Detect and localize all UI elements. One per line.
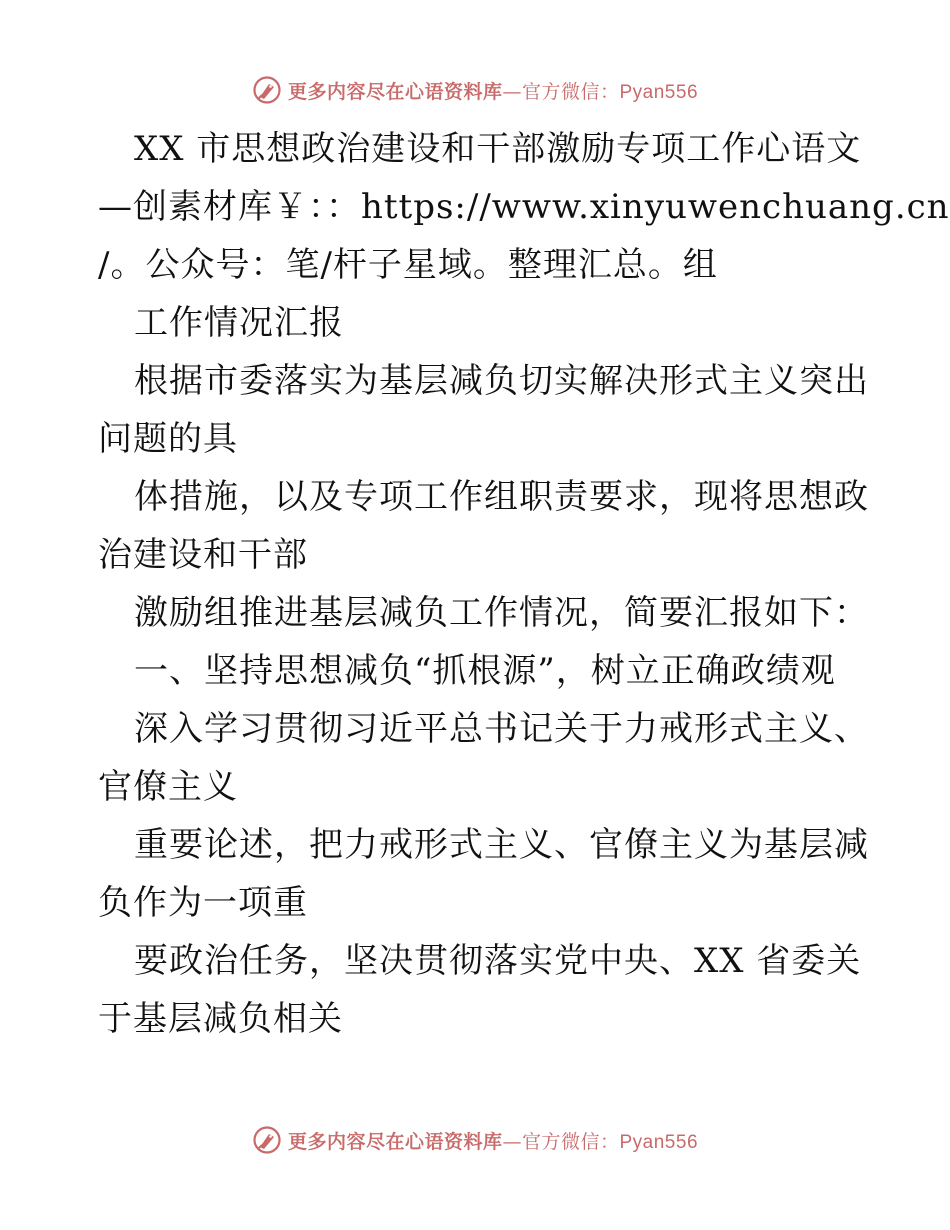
header-banner-label: 官方微信： (521, 80, 620, 103)
body-line: 深入学习贯彻习近平总书记关于力戒形式主义、 (134, 709, 869, 749)
body-line: 根据市委落实为基层减负切实解决形式主义突出 (134, 361, 869, 401)
header-banner-account: Pyan556 (619, 81, 699, 103)
body-line: 体措施，以及专项工作组职责要求，现将思想政 (134, 477, 869, 517)
body-line: 负作为一项重 (98, 883, 308, 923)
body-line: 一、坚持思想减负“抓根源”，树立正确政绩观 (134, 651, 836, 691)
footer-banner (0, 1120, 950, 1160)
body-line: 问题的具 (98, 419, 238, 459)
footer-banner-text (288, 1127, 698, 1154)
body-line: 于基层减负相关 (98, 999, 343, 1039)
pen-nib-circle-icon (252, 75, 282, 105)
body-line: XX 市思想政治建设和干部激励专项工作心语文 (134, 129, 862, 169)
header-banner (0, 70, 950, 110)
footer-banner-account: Pyan556 (619, 1131, 699, 1153)
footer-banner-dash: — (502, 1130, 522, 1153)
header-banner-lead: 更多内容尽在心语资料库 (287, 80, 503, 103)
pen-nib-circle-icon (252, 1125, 282, 1155)
footer-banner-label: 官方微信： (521, 1130, 620, 1153)
body-line: 官僚主义 (98, 767, 238, 807)
body-line: 要政治任务，坚决贯彻落实党中央、XX 省委关 (134, 941, 862, 981)
body-line: 激励组推进基层减负工作情况，简要汇报如下： (134, 593, 869, 633)
body-line: 重要论述，把力戒形式主义、官僚主义为基层减 (134, 825, 869, 865)
header-banner-text (288, 77, 698, 104)
body-line: 治建设和干部 (98, 535, 308, 575)
footer-banner-lead: 更多内容尽在心语资料库 (287, 1130, 503, 1153)
body-line: —创素材库￥：：https://www.xinyuwenchuang.cn (98, 187, 950, 227)
header-banner-dash: — (502, 80, 522, 103)
body-line: /。公众号：笔/杆子星域。整理汇总。组 (98, 245, 718, 285)
section-heading: 工作情况汇报 (134, 303, 344, 343)
